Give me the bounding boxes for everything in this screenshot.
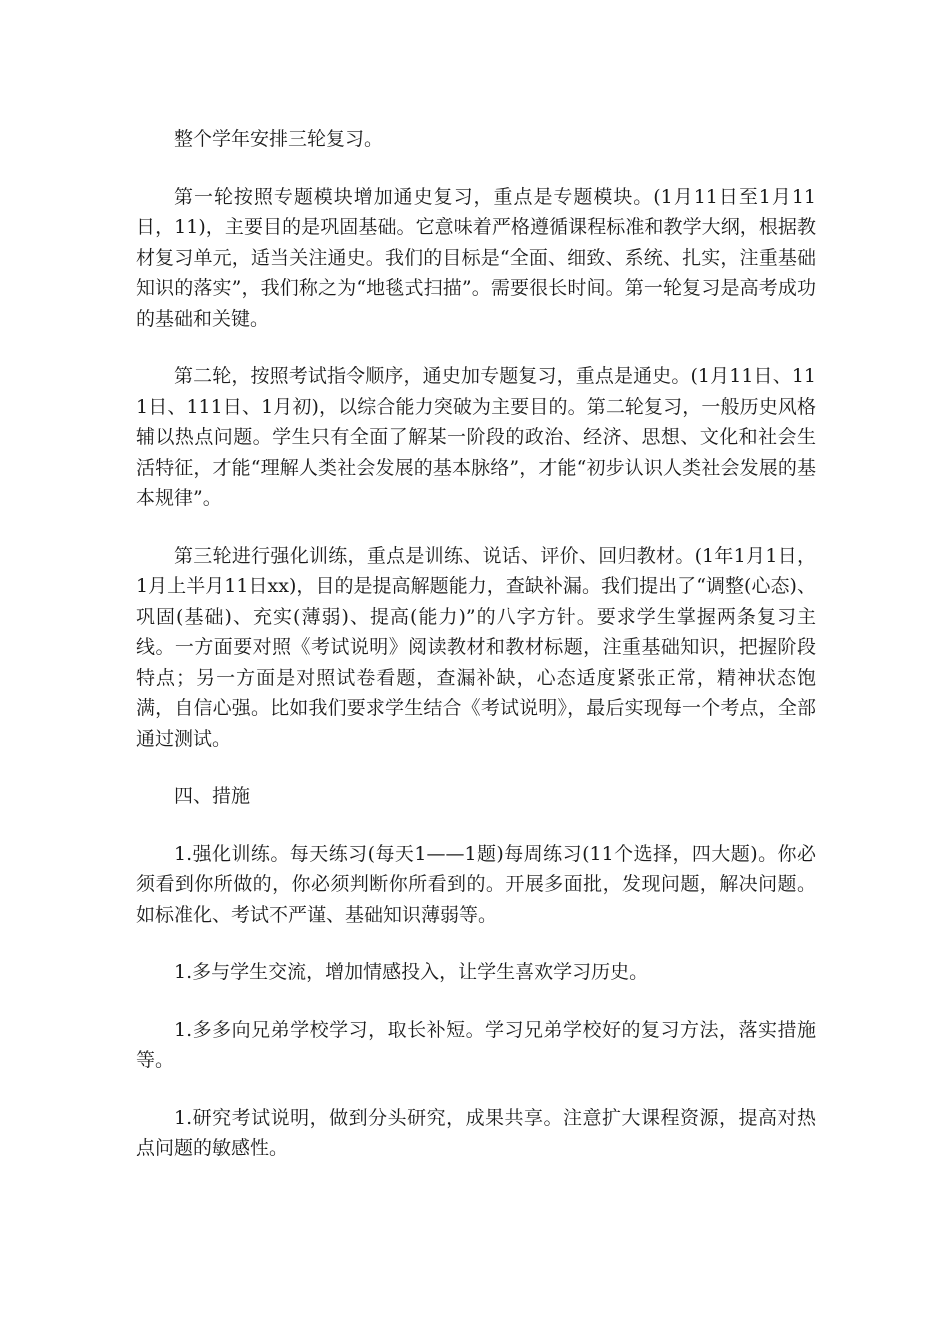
paragraph-measure-learn-from-schools: 1.多多向兄弟学校学习，取长补短。学习兄弟学校好的复习方法，落实措施等。 [136,1018,816,1071]
paragraph-measure-communication: 1.多与学生交流，增加情感投入，让学生喜欢学习历史。 [174,961,649,983]
paragraph-third-round: 第三轮进行强化训练，重点是训练、说话、评价、回归教材。(1年1月1日，1月上半月11日xx)，目的是提高解题能力，查缺补漏。我们提出了“调整(心态)、巩固(基础)、充实(薄弱)、提高(能力)”的八字方针。要求学生掌握两条复习主线。一方面要对照《考试说明》阅读教材和教材标题，注重基础知识，把握阶段特点；另一方面是对照试卷看题，查漏补缺，心态适度紧张正常，精神状态饱满，自信心强。比如我们要求学生结合《考试说明》，最后实现每一个考点，全部通过测试。 [136,544,816,750]
paragraph-review-overview: 整个学年安排三轮复习。 [174,128,384,150]
section-heading-measures: 四、措施 [174,785,251,807]
paragraph-measure-training: 1.强化训练。每天练习(每天1——1题)每周练习(11个选择，四大题)。你必须看到你所做的，你必须判断你所看到的。开展多面批，发现问题，解决问题。如标准化、考试不严谨、基础知识薄弱等。 [136,842,816,926]
document-body [136,124,816,1191]
paragraph-measure-research: 1.研究考试说明，做到分头研究，成果共享。注意扩大课程资源，提高对热点问题的敏感性。 [136,1106,816,1159]
paragraph-second-round: 第二轮，按照考试指令顺序，通史加专题复习，重点是通史。(1月11日、111日、111日、1月初)，以综合能力突破为主要目的。第二轮复习，一般历史风格辅以热点问题。学生只有全面了解某一阶段的政治、经济、思想、文化和社会生活特征，才能“理解人类社会发展的基本脉络”，才能“初步认识人类社会发展的基本规律”。 [136,365,816,509]
paragraph-first-round: 第一轮按照专题模块增加通史复习，重点是专题模块。(1月11日至1月11日，11)，主要目的是巩固基础。它意味着严格遵循课程标准和教学大纲，根据教材复习单元，适当关注通史。我们的目标是“全面、细致、系统、扎实，注重基础知识的落实”，我们称之为“地毯式扫描”。需要很长时间。第一轮复习是高考成功的基础和关键。 [136,185,816,330]
